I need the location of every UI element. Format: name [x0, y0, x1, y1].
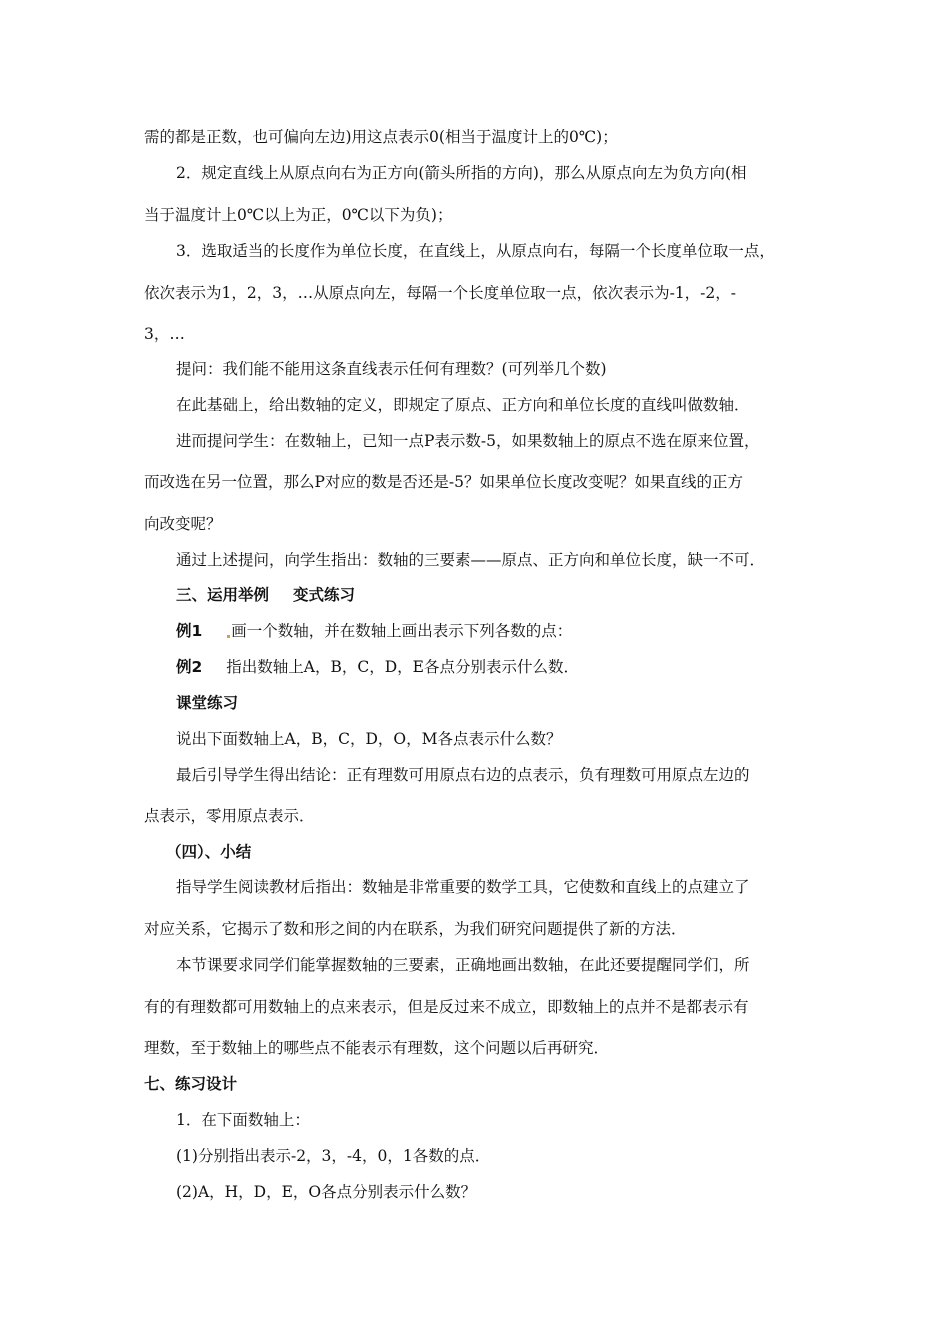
revision-mark [227, 635, 230, 638]
paragraph-line: 依次表示为1，2，3，…从原点向左，每隔一个长度单位取一点，依次表示为-1，-2，- [144, 284, 737, 302]
paragraph-line: 在此基础上，给出数轴的定义，即规定了原点、正方向和单位长度的直线叫做数轴． [176, 396, 750, 414]
paragraph-line: 进而提问学生：在数轴上，已知一点P表示数-5，如果数轴上的原点不选在原来位置， [176, 432, 760, 450]
example-2 [176, 657, 579, 677]
paragraph-line: 提问：我们能不能用这条直线表示任何有理数？(可列举几个数) [176, 360, 607, 378]
example-1 [176, 621, 572, 641]
paragraph-line: 当于温度计上0℃以上为正，0℃以下为负)； [144, 206, 453, 224]
paragraph-line: 而改选在另一位置，那么P对应的数是否还是-5？如果单位长度改变呢？如果直线的正方 [144, 473, 744, 491]
section-heading-part: 三、运用举例 [176, 586, 270, 604]
example-label: 例1 [176, 622, 203, 640]
section-heading-part: 变式练习 [293, 586, 356, 604]
paragraph-line: 对应关系，它揭示了数和形之间的内在联系，为我们研究问题提供了新的方法． [144, 920, 687, 938]
paragraph-line: 有的有理数都可用数轴上的点来表示，但是反过来不成立，即数轴上的点并不是都表示有 [144, 998, 749, 1016]
paragraph-line: 1．在下面数轴上： [176, 1111, 310, 1129]
summary-heading: （四）、小结 [166, 843, 252, 861]
paragraph-line: 3．选取适当的长度作为单位长度，在直线上，从原点向右，每隔一个长度单位取一点， [176, 242, 775, 260]
section-heading-7: 七、练习设计 [144, 1075, 238, 1093]
paragraph-line: 向改变呢？ [144, 515, 222, 533]
paragraph-line: 指导学生阅读教材后指出：数轴是非常重要的数学工具，它使数和直线上的点建立了 [176, 878, 750, 896]
paragraph-line: 理数，至于数轴上的哪些点不能表示有理数，这个问题以后再研究． [144, 1039, 610, 1057]
paragraph-line: 说出下面数轴上A，B，C，D，O，M各点表示什么数？ [176, 730, 562, 748]
practice-heading: 课堂练习 [176, 694, 239, 712]
paragraph-line: 本节课要求同学们能掌握数轴的三要素，正确地画出数轴，在此还要提醒同学们，所 [176, 956, 750, 974]
example-text: 指出数轴上A，B，C，D，E各点分别表示什么数． [226, 658, 579, 676]
paragraph-line: 最后引导学生得出结论：正有理数可用原点右边的点表示，负有理数可用原点左边的 [176, 766, 750, 784]
paragraph-line: 需的都是正数，也可偏向左边)用这点表示0(相当于温度计上的0℃)； [144, 128, 618, 146]
paragraph-line: 2．规定直线上从原点向右为正方向(箭头所指的方向)，那么从原点向左为负方向(相 [176, 164, 747, 182]
example-text: 画一个数轴，并在数轴上画出表示下列各数的点： [231, 622, 573, 640]
paragraph-line: (1)分别指出表示-2，3，-4，0，1各数的点． [176, 1147, 491, 1165]
paragraph-line: (2)A，H，D，E，O各点分别表示什么数？ [176, 1183, 477, 1201]
section-heading [176, 585, 355, 605]
paragraph-line: 3，… [144, 325, 185, 343]
paragraph-line: 通过上述提问，向学生指出：数轴的三要素——原点、正方向和单位长度，缺一不可． [176, 551, 766, 569]
paragraph-line: 点表示，零用原点表示． [144, 807, 315, 825]
example-label: 例2 [176, 658, 203, 676]
